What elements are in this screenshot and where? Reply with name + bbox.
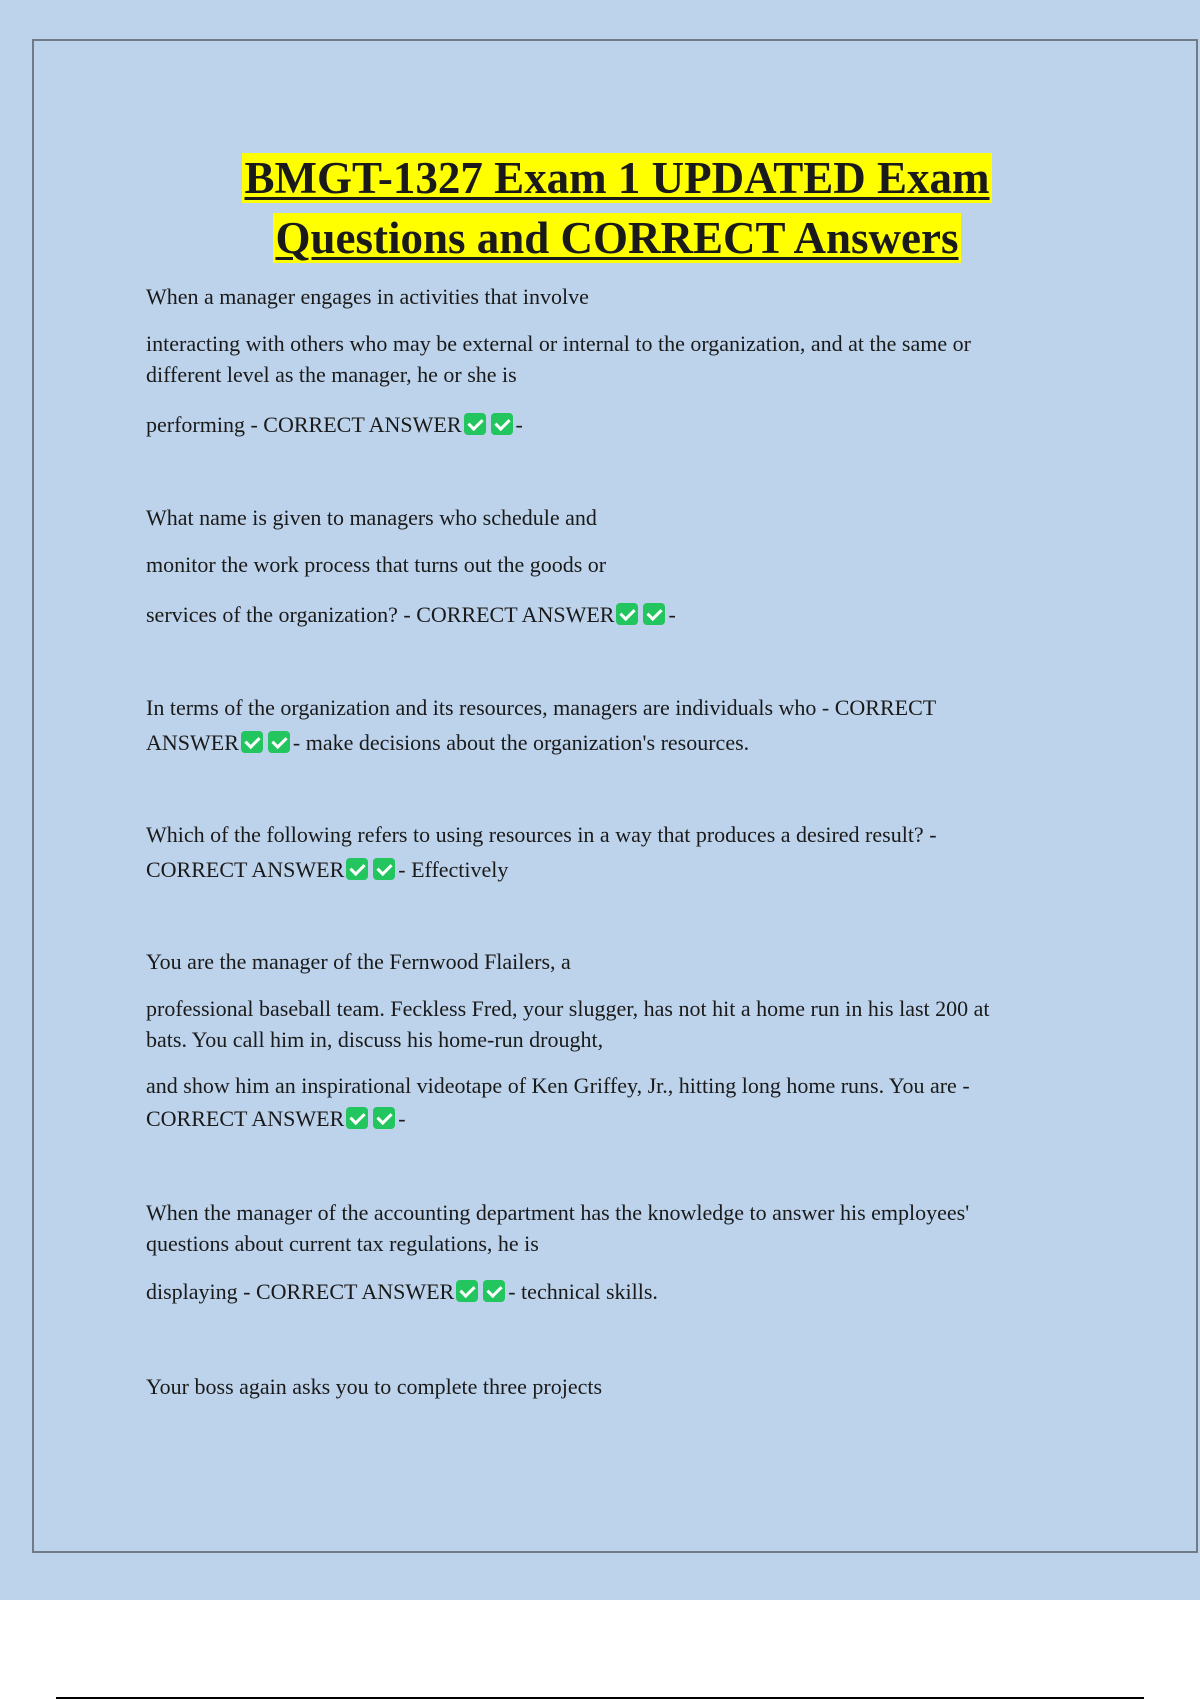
check-icon [373, 858, 395, 880]
answer-label: displaying - CORRECT ANSWER [146, 1279, 455, 1304]
title-line-1: BMGT-1327 Exam 1 UPDATED Exam [244, 153, 990, 203]
answer-label: CORRECT ANSWER [146, 1106, 345, 1131]
check-icon [616, 603, 638, 625]
question-4-answer [146, 854, 1106, 885]
answer-text: - make decisions about the organization's resources. [292, 730, 750, 755]
footer-divider [56, 1697, 1144, 1699]
question-3-line-1: In terms of the organization and its resources, managers are individuals who - CORRECT [146, 695, 937, 720]
answer-dash: - [515, 412, 523, 437]
question-6-line-1: When the manager of the accounting department has the knowledge to answer his employees' [146, 1200, 970, 1225]
answer-label: CORRECT ANSWER [146, 857, 345, 882]
answer-text: - technical skills. [508, 1279, 658, 1304]
question-5-line-4: and show him an inspirational videotape of Ken Griffey, Jr., hitting long home runs. You are - [146, 1073, 970, 1098]
question-1-line-3: different level as the manager, he or she is [146, 362, 517, 387]
question-1-line-2: interacting with others who may be external or internal to the organization, and at the same or [146, 331, 971, 356]
question-4-line-1: Which of the following refers to using resources in a way that produces a desired result? - [146, 822, 937, 847]
question-7-line-1: Your boss again asks you to complete three projects [146, 1374, 603, 1399]
question-5-answer [146, 1103, 1106, 1134]
check-icon [268, 731, 290, 753]
check-icon [456, 1280, 478, 1302]
check-icon [643, 603, 665, 625]
question-2-line-1: What name is given to managers who schedule and [146, 505, 597, 530]
question-2-answer [146, 599, 1106, 630]
question-5-line-1: You are the manager of the Fernwood Flailers, a [146, 949, 571, 974]
document-title [0, 148, 1200, 268]
question-5-line-3: bats. You call him in, discuss his home-run drought, [146, 1027, 604, 1052]
question-1-line-1: When a manager engages in activities that involve [146, 284, 589, 309]
check-icon [346, 858, 368, 880]
question-3-answer [146, 727, 1106, 758]
check-icon [346, 1107, 368, 1129]
question-5-line-2: professional baseball team. Feckless Fred, your slugger, has not hit a home run in his last 200 at [146, 996, 990, 1021]
answer-label: performing - CORRECT ANSWER [146, 412, 462, 437]
question-6-answer [146, 1276, 1106, 1307]
answer-dash: - [668, 602, 676, 627]
title-line-2: Questions and CORRECT Answers [275, 213, 959, 263]
question-1-answer [146, 409, 1106, 440]
check-icon [464, 413, 486, 435]
answer-label: ANSWER [146, 730, 239, 755]
check-icon [483, 1280, 505, 1302]
question-2-line-2: monitor the work process that turns out the goods or [146, 552, 607, 577]
answer-label: services of the organization? - CORRECT ANSWER [146, 602, 615, 627]
question-6-line-2: questions about current tax regulations, he is [146, 1231, 539, 1256]
check-icon [491, 413, 513, 435]
answer-dash: - [398, 1106, 406, 1131]
answer-text: - Effectively [398, 857, 509, 882]
check-icon [373, 1107, 395, 1129]
check-icon [241, 731, 263, 753]
